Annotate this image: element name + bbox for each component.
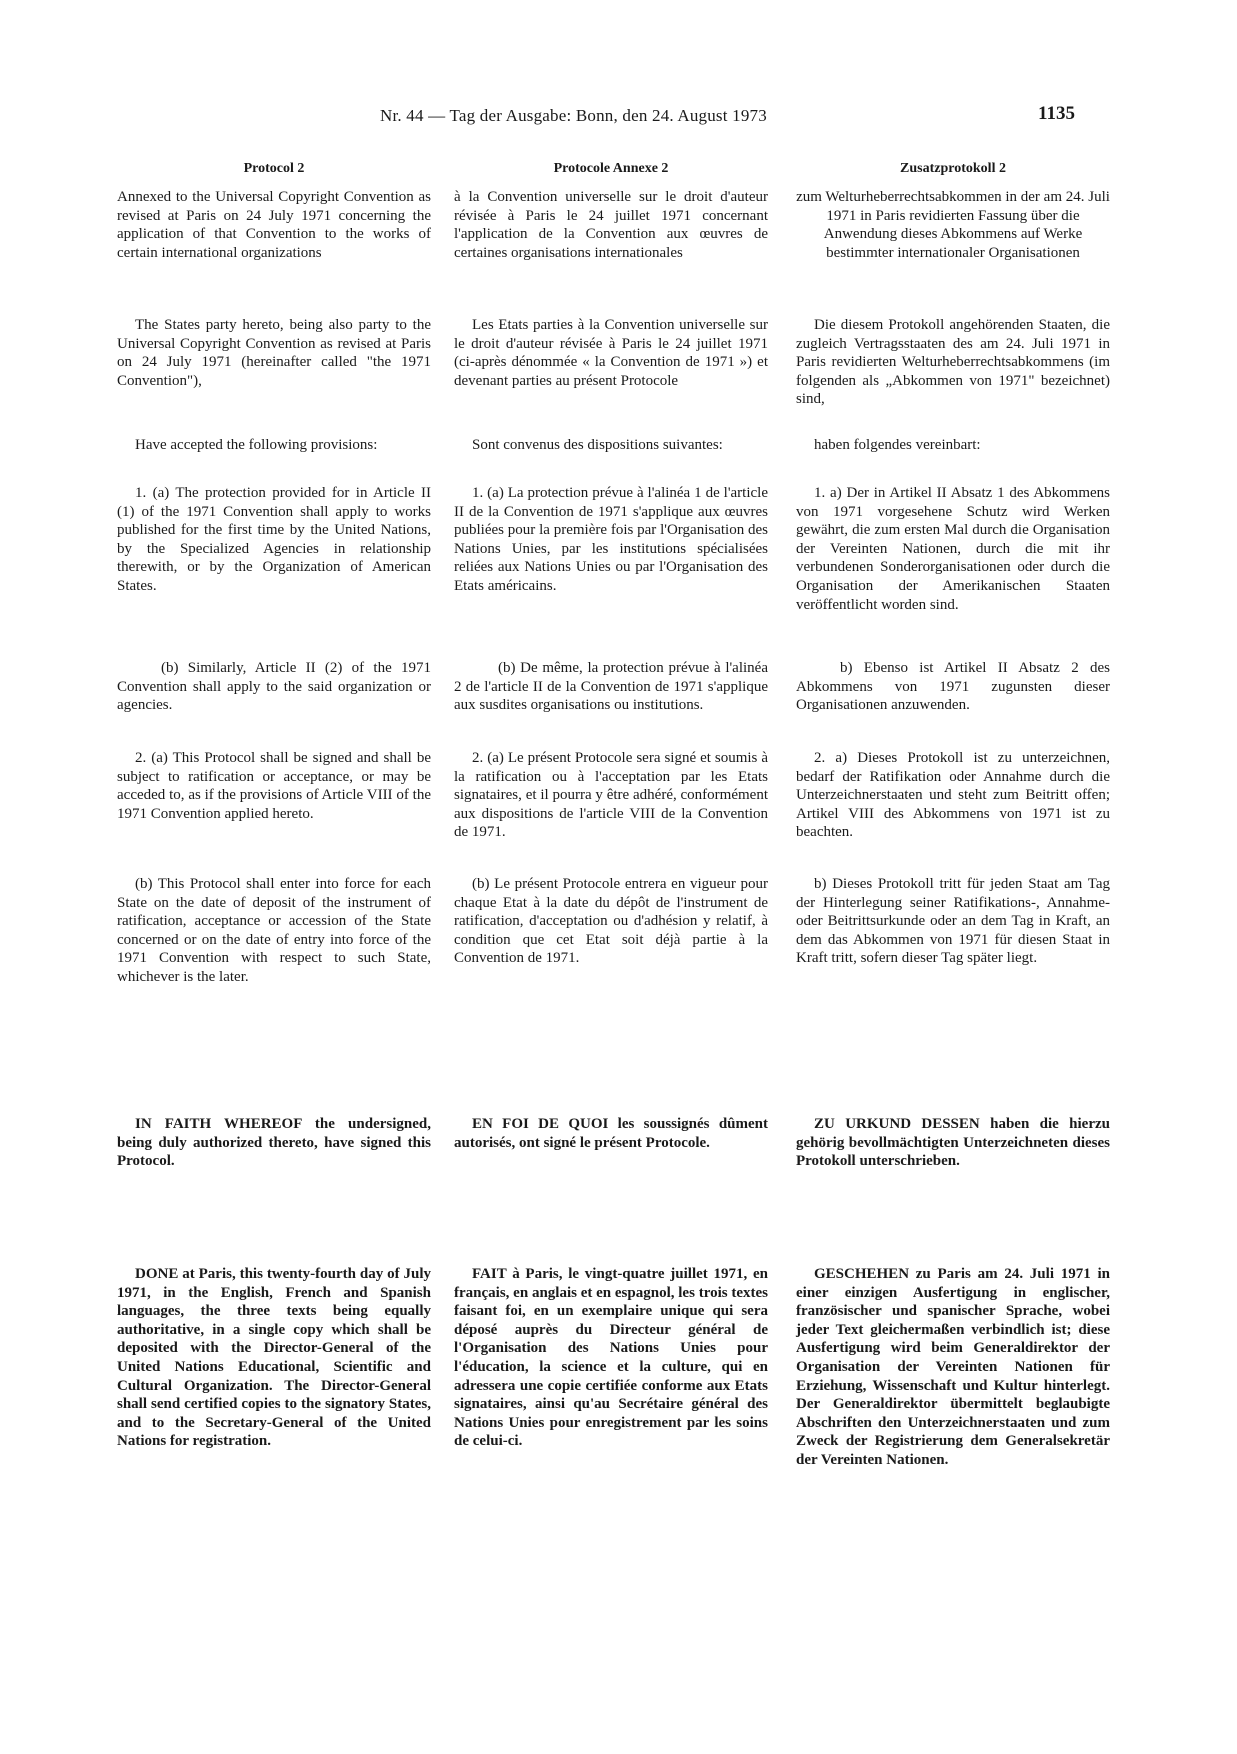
header-line: Nr. 44 — Tag der Ausgabe: Bonn, den 24. August 1973 [380,106,767,125]
french-preamble: Les Etats parties à la Convention universelle sur le droit d'auteur révisée à Paris le 24 juillet 1971 (ci-après dénommée « la Convention de 1971 ») et devenant parties au présent Protocole [454,317,768,389]
english-title: Protocol 2 [243,161,305,176]
french-para-2a: 2. (a) Le présent Protocole sera signé et soumis à la ratification ou à l'acceptation par les Etats signataires, et il pourra y être adhéré, conformément aux dispositions de l'article VIII de la Convention de 1971. [454,750,768,841]
german-title: Zusatzprotokoll 2 [900,161,1006,176]
french-para-1b: (b) De même, la protection prévue à l'alinéa 2 de l'article II de la Convention de 1971 s'applique aux susdites organisations ou institutions. [454,660,768,714]
german-witness: ZU URKUND DESSEN haben die hierzu gehörig bevollmächtigten Unterzeichneten dieses Protokoll unterschrieben. [796,1116,1110,1170]
french-intro: à la Convention universelle sur le droit d'auteur révisée à Paris le 24 juillet 1971 concernant l'application de la Convention aux œuvres de certaines organisations internationales [454,189,768,261]
german-para-1b: b) Ebenso ist Artikel II Absatz 2 des Abkommens von 1971 zugunsten dieser Organisationen anzuwenden. [796,660,1110,714]
french-para-2b: (b) Le présent Protocole entrera en vigueur pour chaque Etat à la date du dépôt de l'instrument de ratification, d'acceptation ou d'adhésion y relatif, à condition que cet Etat soit déjà partie à la Convention de 1971. [454,876,768,967]
english-intro: Annexed to the Universal Copyright Convention as revised at Paris on 24 July 1971 concerning the application of that Convention to the works of certain international organizations [117,189,431,261]
page-header [0,103,1237,133]
german-done: GESCHEHEN zu Paris am 24. Juli 1971 in einer einzigen Ausfertigung in englischer, französischer und spanischer Sprache, wobei jeder Text gleichermaßen verbindlich ist; diese Ausfertigung wird beim Generaldirektor der Organisation der Vereinten Nationen für Erziehung, Wissenschaft und Kultur hinterlegt. Der Generaldirektor übermittelt beglaubigte Abschriften den Unterzeichnerstaaten und zum Zweck der Registrierung dem Generalsekretär der Vereinten Nationen. [796,1266,1110,1468]
page-number: 1135 [1038,103,1075,124]
english-done: DONE at Paris, this twenty-fourth day of July 1971, in the English, French and Spanish languages, the three texts being equally authoritative, in a single copy which shall be deposited with the Director-General of the United Nations Educational, Scientific and Cultural Organization. The Director-General shall send certified copies to the signatory States, and to the Secretary-General of the United Nations for registration. [117,1266,431,1450]
english-para-2b: (b) This Protocol shall enter into force for each State on the date of deposit of the instrument of ratification, acceptance or accession of the State concerned or on the date of entry into force of the 1971 Convention with respect to such State, whichever is the later. [117,876,431,985]
french-title: Protocole Annexe 2 [553,161,669,176]
english-para-1a: 1. (a) The protection provided for in Article II (1) of the 1971 Convention shall apply to works published for the first time by the United Nations, by the Specialized Agencies in relationship therewith, or by the Organization of American States. [117,485,431,594]
german-para-1a: 1. a) Der in Artikel II Absatz 1 des Abkommens von 1971 vorgesehene Schutz wird Werken gewährt, die zum ersten Mal durch die Organisation der Vereinten Nationen, durch die mit ihr verbundenen Sonderorganisationen oder durch die Organisation der Amerikanischen Staaten veröffentlicht worden sind. [796,485,1110,613]
german-accepted: haben folgendes vereinbart: [814,437,981,453]
french-done: FAIT à Paris, le vingt-quatre juillet 1971, en français, en anglais et en espagnol, les trois textes faisant foi, en un exemplaire unique qui sera déposé auprès du Directeur général de l'Organisation des Nations Unies pour l'éducation, la science et la culture, qui en adressera une copie certifiée conforme aux Etats signataires, ainsi qu'au Secrétaire général des Nations Unies pour enregistrement par les soins de celui-ci. [454,1266,768,1450]
french-accepted: Sont convenus des dispositions suivantes: [472,437,723,453]
french-para-1a: 1. (a) La protection prévue à l'alinéa 1 de l'article II de la Convention de 1971 s'applique aux œuvres publiées pour la première fois par l'Organisation des Nations Unies, par les institutions spécialisées reliées aux Nations Unies ou par l'Organisation des Etats américains. [454,485,768,594]
french-witness: EN FOI DE QUOI les soussignés dûment autorisés, ont signé le présent Protocole. [454,1116,768,1151]
english-preamble: The States party hereto, being also party to the Universal Copyright Convention as revised at Paris on 24 July 1971 (hereinafter called "the 1971 Convention"), [117,317,431,389]
german-para-2a: 2. a) Dieses Protokoll ist zu unterzeichnen, bedarf der Ratifikation oder Annahme durch die Unterzeichnerstaaten und steht zum Beitritt offen; Artikel VIII des Abkommens von 1971 ist zu beachten. [796,750,1110,841]
english-para-2a: 2. (a) This Protocol shall be signed and shall be subject to ratification or acceptance, or may be acceded to, as if the provisions of Article VIII of the 1971 Convention applied hereto. [117,750,431,822]
english-witness: IN FAITH WHEREOF the undersigned, being duly authorized thereto, have signed this Protocol. [117,1116,431,1170]
german-para-2b: b) Dieses Protokoll tritt für jeden Staat am Tag der Hinterlegung seiner Ratifikations-, Annahme- oder Beitrittsurkunde oder an dem Tag in Kraft, an dem das Abkommen von 1971 für diesen Staat in Kraft tritt, sofern dieser Tag später liegt. [796,876,1110,967]
english-accepted: Have accepted the following provisions: [135,437,378,453]
german-preamble: Die diesem Protokoll angehörenden Staaten, die zugleich Vertragsstaaten des am 24. Juli 1971 in Paris revidierten Welturheberrechtsabkommens (im folgenden als „Abkommen von 1971" bezeichnet) sind, [796,317,1110,408]
english-para-1b: (b) Similarly, Article II (2) of the 1971 Convention shall apply to the said organization or agencies. [117,660,431,714]
german-intro: zum Welturheberrechtsabkommen in der am 24. Juli 1971 in Paris revidierten Fassung über die Anwendung dieses Abkommens auf Werke bestimmter internationaler Organisationen [796,189,1110,261]
